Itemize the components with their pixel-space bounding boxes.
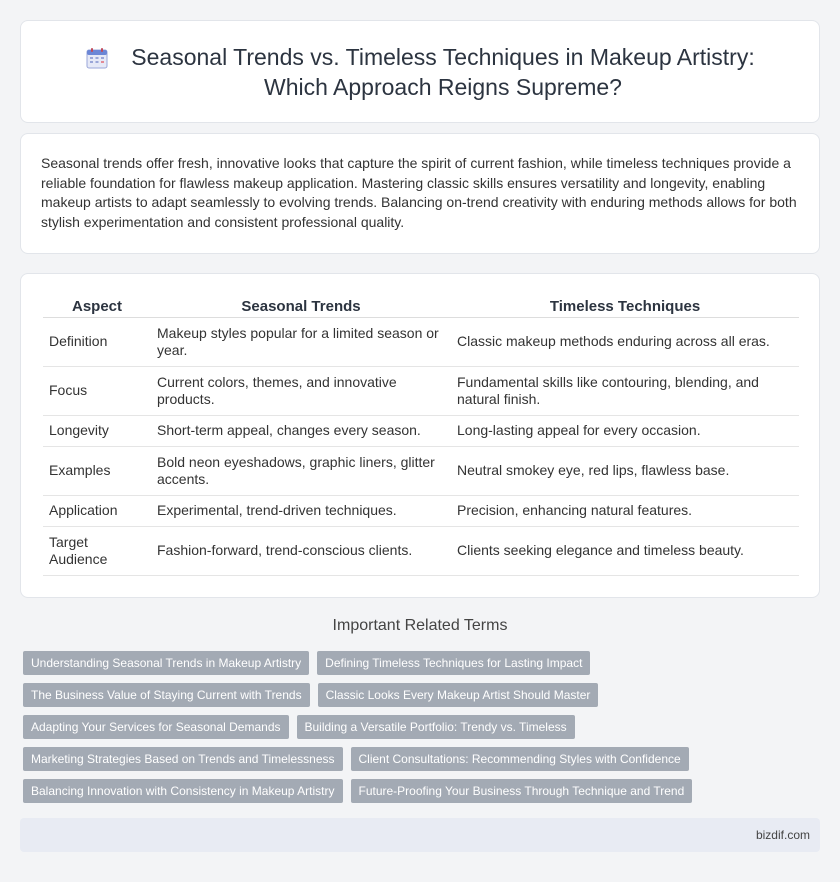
cell-aspect: Application (43, 496, 151, 527)
related-term-tag[interactable]: Balancing Innovation with Consistency in Makeup Artistry (23, 779, 343, 803)
related-term-tag[interactable]: Defining Timeless Techniques for Lasting Impact (317, 651, 590, 675)
cell-seasonal: Fashion-forward, trend-conscious clients. (151, 527, 451, 576)
cell-timeless: Long-lasting appeal for every occasion. (451, 416, 799, 447)
cell-timeless: Clients seeking elegance and timeless beauty. (451, 527, 799, 576)
intro-card (20, 133, 820, 254)
table-row (43, 527, 799, 576)
related-terms-list (20, 651, 820, 803)
title-line-2: Which Approach Reigns Supreme? (264, 73, 622, 100)
page-title (131, 42, 754, 102)
cell-aspect: Focus (43, 367, 151, 416)
header-card (20, 20, 820, 123)
comparison-table (43, 292, 799, 576)
related-terms-section (20, 615, 820, 811)
related-term-tag[interactable]: Future-Proofing Your Business Through Technique and Trend (351, 779, 693, 803)
comparison-table-card (20, 273, 820, 598)
tag-row (23, 747, 820, 771)
table-row (43, 318, 799, 367)
footer-bar (20, 818, 820, 852)
related-term-tag[interactable]: The Business Value of Staying Current with Trends (23, 683, 310, 707)
related-term-tag[interactable]: Classic Looks Every Makeup Artist Should Master (318, 683, 599, 707)
table-header-row (43, 292, 799, 318)
title-line-1: Seasonal Trends vs. Timeless Techniques in Makeup Artistry: (131, 43, 755, 70)
calendar-icon (85, 46, 109, 70)
cell-aspect: Target Audience (43, 527, 151, 576)
related-term-tag[interactable]: Client Consultations: Recommending Styles with Confidence (351, 747, 689, 771)
cell-seasonal: Current colors, themes, and innovative products. (151, 367, 451, 416)
related-term-tag[interactable]: Marketing Strategies Based on Trends and Timelessness (23, 747, 343, 771)
cell-timeless: Neutral smokey eye, red lips, flawless base. (451, 447, 799, 496)
table-row (43, 416, 799, 447)
cell-seasonal: Makeup styles popular for a limited season or year. (151, 318, 451, 367)
related-term-tag[interactable]: Building a Versatile Portfolio: Trendy vs. Timeless (297, 715, 575, 739)
table-row (43, 496, 799, 527)
footer-site-link[interactable]: bizdif.com (755, 828, 810, 842)
intro-text: Seasonal trends offer fresh, innovative looks that capture the spirit of current fashion, while timeless techniques provide a reliable foundation for flawless makeup application. Mastering classic skills ensures versatility and longevity, enabling makeup artists to adapt seamlessly to evolving trends. Balancing on-trend creativity with enduring methods allows for both stylish experimentation and consistent professional quality. (41, 155, 797, 230)
tag-row (23, 683, 820, 707)
cell-timeless: Precision, enhancing natural features. (451, 496, 799, 527)
cell-timeless: Classic makeup methods enduring across all eras. (451, 318, 799, 367)
related-term-tag[interactable]: Adapting Your Services for Seasonal Demands (23, 715, 289, 739)
header-timeless: Timeless Techniques (451, 292, 799, 318)
cell-aspect: Longevity (43, 416, 151, 447)
related-terms-heading: Important Related Terms (332, 617, 508, 634)
tag-row (23, 779, 820, 803)
header-seasonal: Seasonal Trends (151, 292, 451, 318)
tag-row (23, 651, 820, 675)
cell-seasonal: Experimental, trend-driven techniques. (151, 496, 451, 527)
cell-seasonal: Short-term appeal, changes every season. (151, 416, 451, 447)
cell-aspect: Definition (43, 318, 151, 367)
table-row (43, 367, 799, 416)
tag-row (23, 715, 820, 739)
cell-aspect: Examples (43, 447, 151, 496)
related-term-tag[interactable]: Understanding Seasonal Trends in Makeup Artistry (23, 651, 309, 675)
table-row (43, 447, 799, 496)
header-aspect: Aspect (43, 292, 151, 318)
cell-timeless: Fundamental skills like contouring, blending, and natural finish. (451, 367, 799, 416)
cell-seasonal: Bold neon eyeshadows, graphic liners, glitter accents. (151, 447, 451, 496)
